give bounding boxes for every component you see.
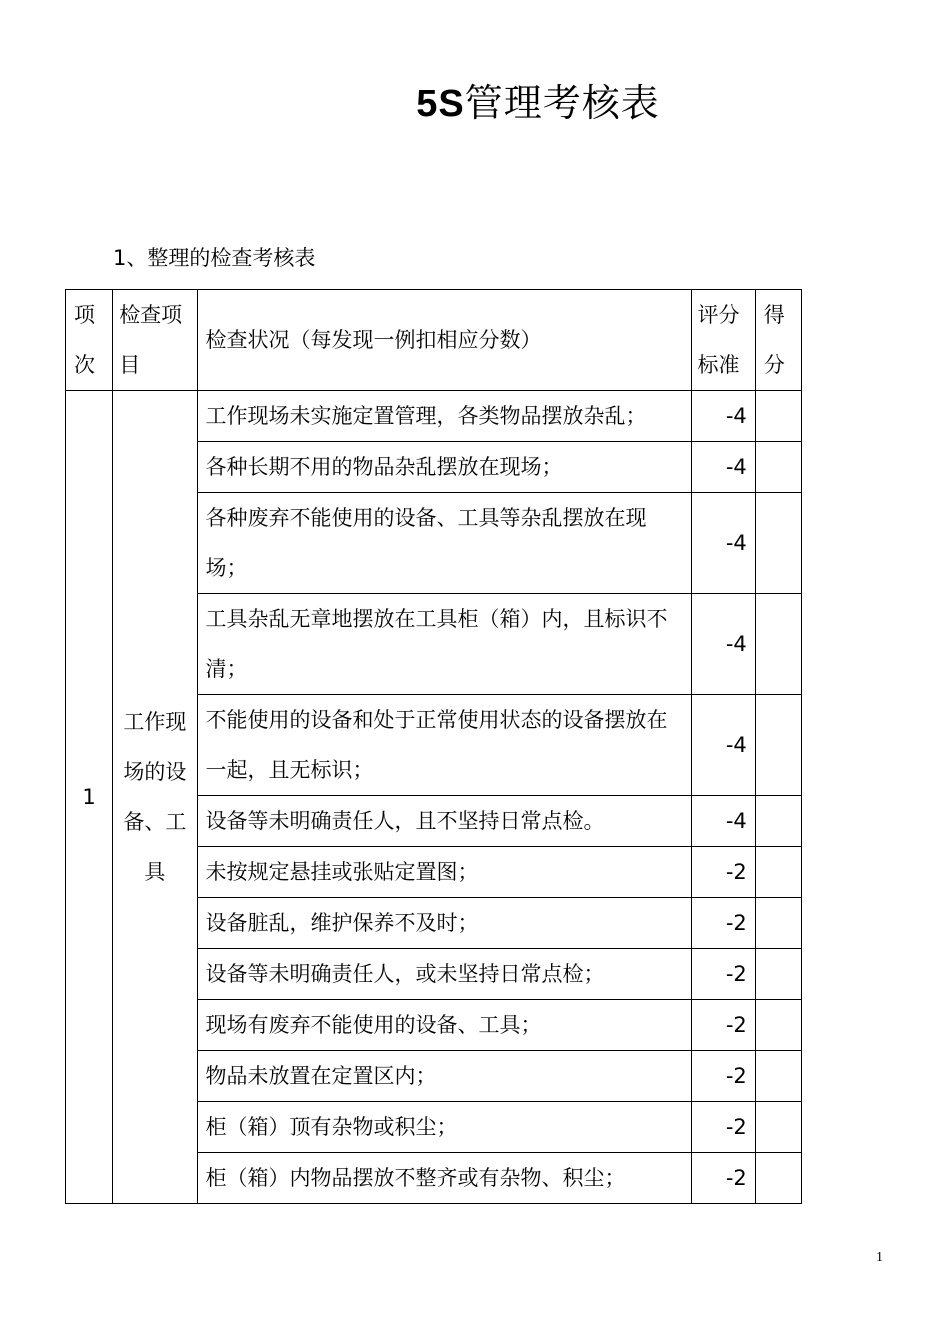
status-text: 不能使用的设备和处于正常使用状态的设备摆放在一起，且无标识； bbox=[197, 695, 691, 796]
score-input[interactable] bbox=[755, 1051, 801, 1102]
score-input[interactable] bbox=[755, 1000, 801, 1051]
standard-value: -2 bbox=[691, 1153, 755, 1204]
score-input[interactable] bbox=[755, 493, 801, 594]
standard-value: -2 bbox=[691, 1000, 755, 1051]
inspection-table bbox=[65, 289, 802, 1204]
document-title bbox=[0, 72, 950, 127]
section-heading: 1、整理的检查考核表 bbox=[113, 246, 316, 270]
status-text: 工作现场未实施定置管理，各类物品摆放杂乱； bbox=[197, 391, 691, 442]
status-text: 未按规定悬挂或张贴定置图； bbox=[197, 847, 691, 898]
status-text: 各种长期不用的物品杂乱摆放在现场； bbox=[197, 442, 691, 493]
document-title-prefix: 5S bbox=[416, 83, 465, 125]
status-text: 设备脏乱，维护保养不及时； bbox=[197, 898, 691, 949]
standard-value: -2 bbox=[691, 1102, 755, 1153]
standard-value: -4 bbox=[691, 594, 755, 695]
status-text: 设备等未明确责任人，且不坚持日常点检。 bbox=[197, 796, 691, 847]
header-score: 得分 bbox=[755, 290, 801, 391]
status-text: 柜（箱）内物品摆放不整齐或有杂物、积尘； bbox=[197, 1153, 691, 1204]
standard-value: -2 bbox=[691, 847, 755, 898]
header-status: 检查状况（每发现一例扣相应分数） bbox=[197, 290, 691, 391]
standard-value: -4 bbox=[691, 493, 755, 594]
standard-value: -2 bbox=[691, 1051, 755, 1102]
score-input[interactable] bbox=[755, 1153, 801, 1204]
table-header-row bbox=[66, 290, 802, 391]
score-input[interactable] bbox=[755, 695, 801, 796]
status-text: 物品未放置在定置区内； bbox=[197, 1051, 691, 1102]
standard-value: -2 bbox=[691, 898, 755, 949]
group-no: 1 bbox=[66, 391, 113, 1204]
score-input[interactable] bbox=[755, 442, 801, 493]
score-input[interactable] bbox=[755, 796, 801, 847]
standard-value: -4 bbox=[691, 442, 755, 493]
header-item: 检查项目 bbox=[113, 290, 197, 391]
status-text: 柜（箱）顶有杂物或积尘； bbox=[197, 1102, 691, 1153]
standard-value: -2 bbox=[691, 949, 755, 1000]
score-input[interactable] bbox=[755, 949, 801, 1000]
status-text: 各种废弃不能使用的设备、工具等杂乱摆放在现场； bbox=[197, 493, 691, 594]
header-standard: 评分标准 bbox=[691, 290, 755, 391]
status-text: 现场有废弃不能使用的设备、工具； bbox=[197, 1000, 691, 1051]
status-text: 工具杂乱无章地摆放在工具柜（箱）内，且标识不清； bbox=[197, 594, 691, 695]
score-input[interactable] bbox=[755, 898, 801, 949]
score-input[interactable] bbox=[755, 847, 801, 898]
standard-value: -4 bbox=[691, 796, 755, 847]
document-title-text: 管理考核表 bbox=[464, 81, 660, 125]
score-input[interactable] bbox=[755, 594, 801, 695]
group-item: 工作现场的设备、工具 bbox=[113, 391, 197, 1204]
status-text: 设备等未明确责任人，或未坚持日常点检； bbox=[197, 949, 691, 1000]
page-number: 1 bbox=[876, 1250, 883, 1265]
standard-value: -4 bbox=[691, 391, 755, 442]
table-row bbox=[66, 391, 802, 442]
score-input[interactable] bbox=[755, 1102, 801, 1153]
score-input[interactable] bbox=[755, 391, 801, 442]
header-no: 项次 bbox=[66, 290, 113, 391]
standard-value: -4 bbox=[691, 695, 755, 796]
